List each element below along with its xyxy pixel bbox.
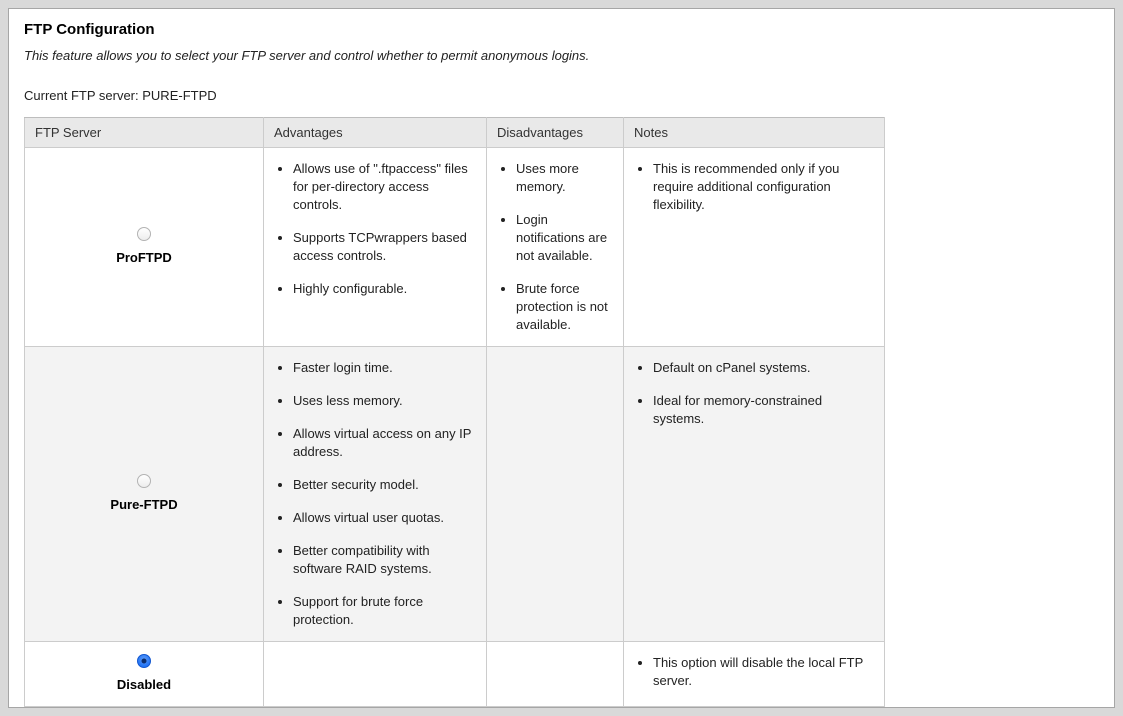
notes-list xyxy=(636,359,872,428)
current-ftp-server-label: Current FTP server: xyxy=(24,88,139,103)
bullet-item: • Better security model. xyxy=(293,476,474,494)
advantages-cell xyxy=(264,347,487,642)
server-option-cell xyxy=(25,347,264,642)
server-option-cell xyxy=(25,148,264,347)
advantages-list xyxy=(276,359,474,629)
advantages-list xyxy=(276,160,474,298)
server-radio[interactable] xyxy=(137,474,151,488)
bullet-item: • Login notifications are not available. xyxy=(516,211,611,265)
notes-list xyxy=(636,654,872,690)
disadvantages-list xyxy=(499,160,611,334)
column-header-notes: Notes xyxy=(624,118,885,148)
bullet-item: • Uses more memory. xyxy=(516,160,611,196)
bullet-item: • This option will disable the local FTP server. xyxy=(653,654,872,690)
bullet-item: • Brute force protection is not available. xyxy=(516,280,611,334)
page-title: FTP Configuration xyxy=(24,21,155,38)
server-option-label[interactable]: ProFTPD xyxy=(116,250,172,265)
table-row xyxy=(25,148,885,347)
ftp-table-header xyxy=(25,118,885,148)
bullet-item: • Support for brute force protection. xyxy=(293,593,474,629)
bullet-item: • Highly configurable. xyxy=(293,280,474,298)
ftp-table-body xyxy=(25,148,885,707)
server-option-label[interactable]: Pure-FTPD xyxy=(110,497,178,512)
bullet-item: • This is recommended only if you require additional configuration flexibility. xyxy=(653,160,872,214)
bullet-item: • Default on cPanel systems. xyxy=(653,359,872,377)
bullet-item: • Uses less memory. xyxy=(293,392,474,410)
bullet-item: • Ideal for memory-constrained systems. xyxy=(653,392,872,428)
bullet-item: • Supports TCPwrappers based access controls. xyxy=(293,229,474,265)
bullet-item: • Better compatibility with software RAID systems. xyxy=(293,542,474,578)
content-panel xyxy=(8,8,1115,708)
disadvantages-cell xyxy=(487,642,624,707)
advantages-cell xyxy=(264,642,487,707)
bullet-item: • Allows virtual access on any IP address. xyxy=(293,425,474,461)
notes-cell xyxy=(624,148,885,347)
notes-cell xyxy=(624,642,885,707)
notes-list xyxy=(636,160,872,214)
bullet-item: • Allows virtual user quotas. xyxy=(293,509,474,527)
disadvantages-cell xyxy=(487,148,624,347)
table-row xyxy=(25,347,885,642)
ftp-server-table xyxy=(24,117,885,707)
advantages-cell xyxy=(264,148,487,347)
server-radio[interactable] xyxy=(137,654,151,668)
server-option-cell xyxy=(25,642,264,707)
column-header-disadvantages: Disadvantages xyxy=(487,118,624,148)
bullet-item: • Allows use of ".ftpaccess" files for per-directory access controls. xyxy=(293,160,474,214)
server-option-label[interactable]: Disabled xyxy=(116,677,172,692)
column-header-advantages: Advantages xyxy=(264,118,487,148)
bullet-item: • Faster login time. xyxy=(293,359,474,377)
current-ftp-server-value: PURE-FTPD xyxy=(142,88,217,103)
disadvantages-cell xyxy=(487,347,624,642)
server-radio[interactable] xyxy=(137,227,151,241)
page-description: This feature allows you to select your FTP server and control whether to permit anonymous logins. xyxy=(24,48,590,63)
column-header-ftp-server: FTP Server xyxy=(25,118,264,148)
current-ftp-server-line xyxy=(24,88,1099,103)
table-row xyxy=(25,642,885,707)
notes-cell xyxy=(624,347,885,642)
